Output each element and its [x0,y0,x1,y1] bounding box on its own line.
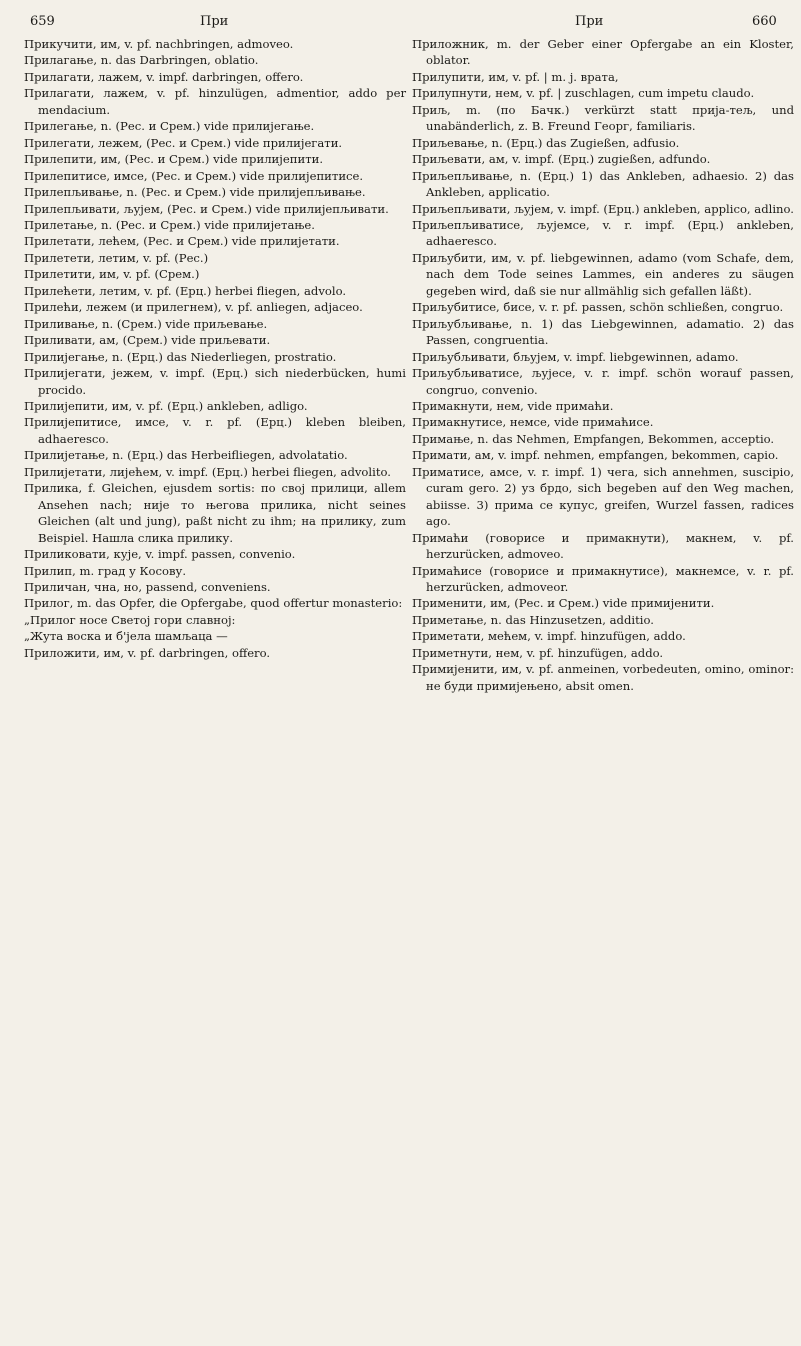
dictionary-entry: Прилегати, лежем, (Рес. и Срем.) vide прилијегати. [24,135,343,150]
dictionary-entry: Примати, ам, v. impf. nehmen, empfangen, bekommen, capio. [412,448,779,463]
dictionary-entry: Прилетање, n. (Рес. и Срем.) vide прилијетање. [24,217,315,232]
dictionary-entry: Применити, им, (Рес. и Срем.) vide примијенити. [412,596,715,611]
dictionary-entry: Примаћисе (говорисе и примакнутисе), макнемсе, v. r. pf. herzurücken, admoveor. [412,563,794,594]
left-column [24,36,406,661]
dictionary-entry: Приматисе, амсе, v. r. impf. 1) чега, sich annehmen, suscipio, curam gero. 2) уз брдо, sich begeben auf den Weg machen, abiisse. 3) прима се купус, greifen, Wurzel fassen, radices ago. [412,464,794,529]
dictionary-entry: Приметнути, нем, v. pf. hinzufügen, addo. [412,645,664,660]
dictionary-entry: Приљубитисе, бисе, v. r. pf. passen, schön schließen, congruo. [412,300,784,315]
dictionary-entry: Прилепљивање, n. (Рес. и Срем.) vide прилијепљивање. [24,185,366,200]
dictionary-entry: Прилика, f. Gleichen, ejusdem sortis: по свој прилици, allem Ansehen nach; није то његова прилика, nicht seines Gleichen (alt und jung), paßt nicht zu ihm; на прилику, zum Beispiel. Нашла слика прилику. [24,481,406,545]
dictionary-entry: Прилијегати, јежем, v. impf. (Ерц.) sich niederbücken, humi procido. [24,366,406,397]
dictionary-entry: Примање, n. das Nehmen, Empfangen, Bekommen, acceptio. [412,431,775,446]
dictionary-entry: Прилип, m. град у Косову. [24,563,187,578]
dictionary-entry: Приметање, n. das Hinzusetzen, additio. [412,612,654,627]
dictionary-entry: Прилијепитисе, имсе, v. r. pf. (Ерц.) kleben bleiben, adhaeresco. [24,415,406,446]
dictionary-entry: Прилепљивати, љујем, (Рес. и Срем.) vide прилијепљивати. [24,201,389,216]
dictionary-entry: Прилијепити, им, v. pf. (Ерц.) ankleben, adligo. [24,398,308,413]
dictionary-entry: Приљепљиватисе, љујемсе, v. r. impf. (Ерц.) ankleben, adhaeresco. [412,217,794,249]
dictionary-entry: Приљевање, n. (Ерц.) das Zugießen, adfusio. [412,135,680,150]
dictionary-entry: Прилог, m. das Opfer, die Opfergabe, quod offertur monasterio: [24,596,403,611]
dictionary-entry: Приливање, n. (Срем.) vide приљевање. [24,316,268,331]
dictionary-entry: Прилетити, им, v. pf. (Срем.) [24,267,200,282]
page-number-left: 659 [30,14,55,29]
dictionary-entry: Приложити, им, v. pf. darbringen, offero. [24,645,271,660]
dictionary-entry: Прилијетати, лијећем, v. impf. (Ерц.) herbei fliegen, advolito. [24,464,391,479]
page-number-right: 660 [752,14,777,29]
dictionary-entry: Приличан, чна, но, passend, conveniens. [24,579,271,594]
dictionary-entry: Приљепљивање, n. (Ерц.) 1) das Ankleben, adhaesio. 2) das Ankleben, applicatio. [412,168,794,200]
dictionary-entry: Прилупнути, нем, v. pf. | zuschlagen, cum impetu claudo. [412,86,755,101]
running-head-right: При [575,14,604,29]
dictionary-entry: „Прилог носе Светој гори славној: [24,612,236,627]
dictionary-entry: Приљубити, им, v. pf. liebgewinnen, adamo (vom Schafe, dem, nach dem Tode seines Lammes, ein anderes zu säugen gegeben wird, daß sie nur allmählig sich gefallen läßt). [412,250,794,298]
dictionary-entry: Приметати, мећем, v. impf. hinzufügen, addo. [412,629,686,644]
page-header [0,10,801,34]
dictionary-entry: Прилетети, летим, v. pf. (Рес.) [24,250,209,265]
dictionary-entry: Прилећи, лежем (и прилегнем), v. pf. anliegen, adjaceo. [24,300,363,315]
dictionary-entry: Примакнутисе, немсе, vide примаћисе. [412,415,654,430]
dictionary-entry: Примакнути, нем, vide примаћи. [412,398,614,413]
dictionary-entry: Прилепитисе, имсе, (Рес. и Срем.) vide прилијепитисе. [24,168,364,183]
dictionary-entry: Приливати, ам, (Срем.) vide приљевати. [24,333,271,348]
dictionary-entry: Приљ, m. (по Бачк.) verkürzt statt прија-тељ, und unabänderlich, z. B. Freund Георг, familiaris. [412,102,794,134]
dictionary-entry: Приликовати, кује, v. impf. passen, convenio. [24,547,296,562]
dictionary-entry: Приљепљивати, љујем, v. impf. (Ерц.) ankleben, applico, adlino. [412,201,794,216]
dictionary-entry: Примијенити, им, v. pf. anmeinen, vorbedeuten, omino, ominor: не буди примијењено, absit omen. [412,662,794,693]
dictionary-entry: Прилагати, лажем, v. impf. darbringen, offero. [24,69,304,84]
dictionary-entry: Прилијетање, n. (Ерц.) das Herbeifliegen, advolatatio. [24,448,348,463]
dictionary-entry: Прилегање, n. (Рес. и Срем.) vide прилијегање. [24,119,315,134]
dictionary-entry: Прилагати, лажем, v. pf. hinzulügen, admentior, addo per mendacium. [24,86,406,117]
dictionary-entry: Приљевати, ам, v. impf. (Ерц.) zugießen, adfundo. [412,152,711,167]
right-column [412,36,794,694]
dictionary-entry: Прилупити, им, v. pf. | m. j. врата, [412,69,619,84]
dictionary-entry: Приљубљивати, бљујем, v. impf. liebgewinnen, adamo. [412,349,739,364]
dictionary-entry: Прилијегање, n. (Ерц.) das Niederliegen, prostratio. [24,349,337,364]
running-head-left: При [200,14,229,29]
dictionary-entry: Прилагање, n. das Darbringen, oblatio. [24,53,259,68]
dictionary-entry: Приљубљивање, n. 1) das Liebgewinnen, adamatio. 2) das Passen, congruentia. [412,316,794,348]
dictionary-entry: Примаћи (говорисе и примакнути), макнем, v. pf. herzurücken, admoveo. [412,530,794,562]
dictionary-entry: Прилепити, им, (Рес. и Срем.) vide прилијепити. [24,152,324,167]
dictionary-entry: Приљубљиватисе, љујесе, v. r. impf. schön worauf passen, congruo, convenio. [412,366,794,397]
dictionary-entry: Прилетати, лећем, (Рес. и Срем.) vide прилијетати. [24,234,340,249]
dictionary-entry: Прилећети, летим, v. pf. (Ерц.) herbei fliegen, advolo. [24,283,347,298]
dictionary-entry: Прикучити, им, v. pf. nachbringen, admoveo. [24,37,294,51]
dictionary-entry: „Жута воска и б'јела шамљаца — [24,629,228,644]
dictionary-entry: Приложник, m. der Geber einer Opfergabe an ein Kloster, oblator. [412,37,794,68]
